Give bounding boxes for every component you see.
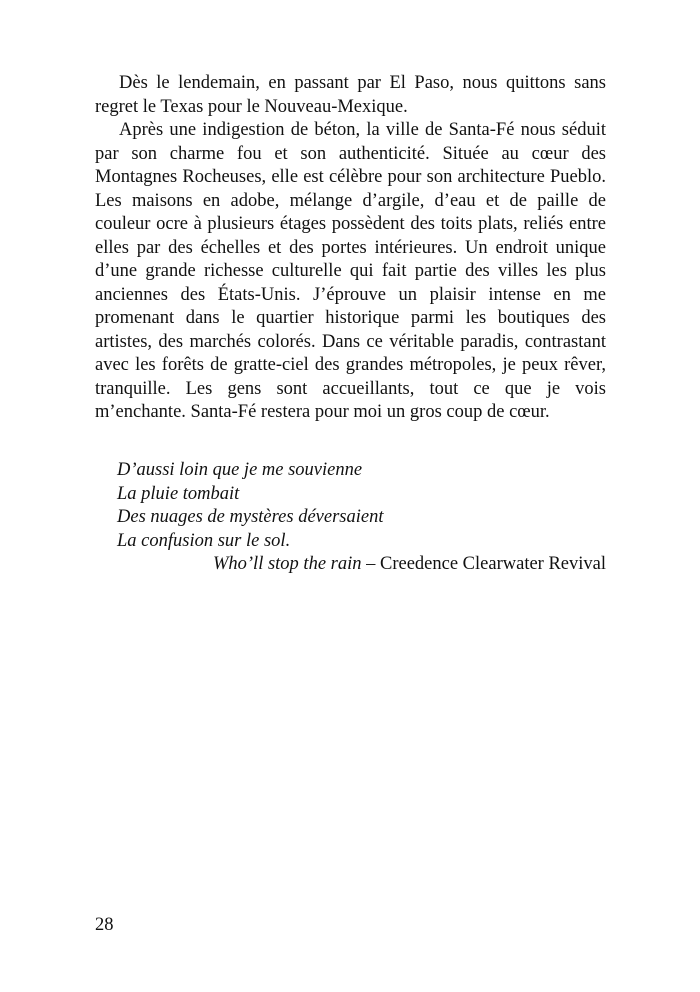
song-title: Who’ll stop the rain <box>212 554 362 574</box>
epigraph <box>117 459 606 577</box>
attribution-separator: – <box>361 554 380 574</box>
artist-name: Creedence Clearwater Revival <box>380 554 606 574</box>
epigraph-attribution <box>117 553 606 577</box>
poem-line: La confusion sur le sol. <box>117 530 291 551</box>
page-number: 28 <box>95 915 114 935</box>
poem-line: Des nuages de mystères déversaient <box>117 507 384 527</box>
poem-line: D’aussi loin que je me souvienne <box>117 460 363 480</box>
paragraph: Dès le lendemain, en passant par El Paso, nous quittons sans regret le Texas pour le Nouveau-Mexique. <box>95 73 606 117</box>
poem-line: La pluie tombait <box>117 483 240 504</box>
body-text <box>95 72 606 425</box>
paragraph: Après une indigestion de béton, la ville de Santa-Fé nous séduit par son charme fou et son authenticité. Située au cœur des Montagnes Rocheuses, elle est célèbre pour son architecture Pueblo. Les maisons en adobe, mélange d’argile, d’eau et de paille de couleur ocre à plusieurs étages possèdent des toits plats, reliés entre elles par des échelles et des portes intérieures. Un endroit unique d’une grande richesse culturelle qui fait partie des villes les plus anciennes des États-Unis. J’éprouve un plaisir intense en me promenant dans le quartier historique parmi les boutiques des artistes, des marchés colorés. Dans ce véritable paradis, contrastant avec les forêts de gratte-ciel des grandes métropoles, je peux rêver, tranquille. Les gens sont accueillants, tout ce que je vois m’enchante. Santa-Fé restera pour moi un gros coup de cœur. <box>95 120 606 422</box>
